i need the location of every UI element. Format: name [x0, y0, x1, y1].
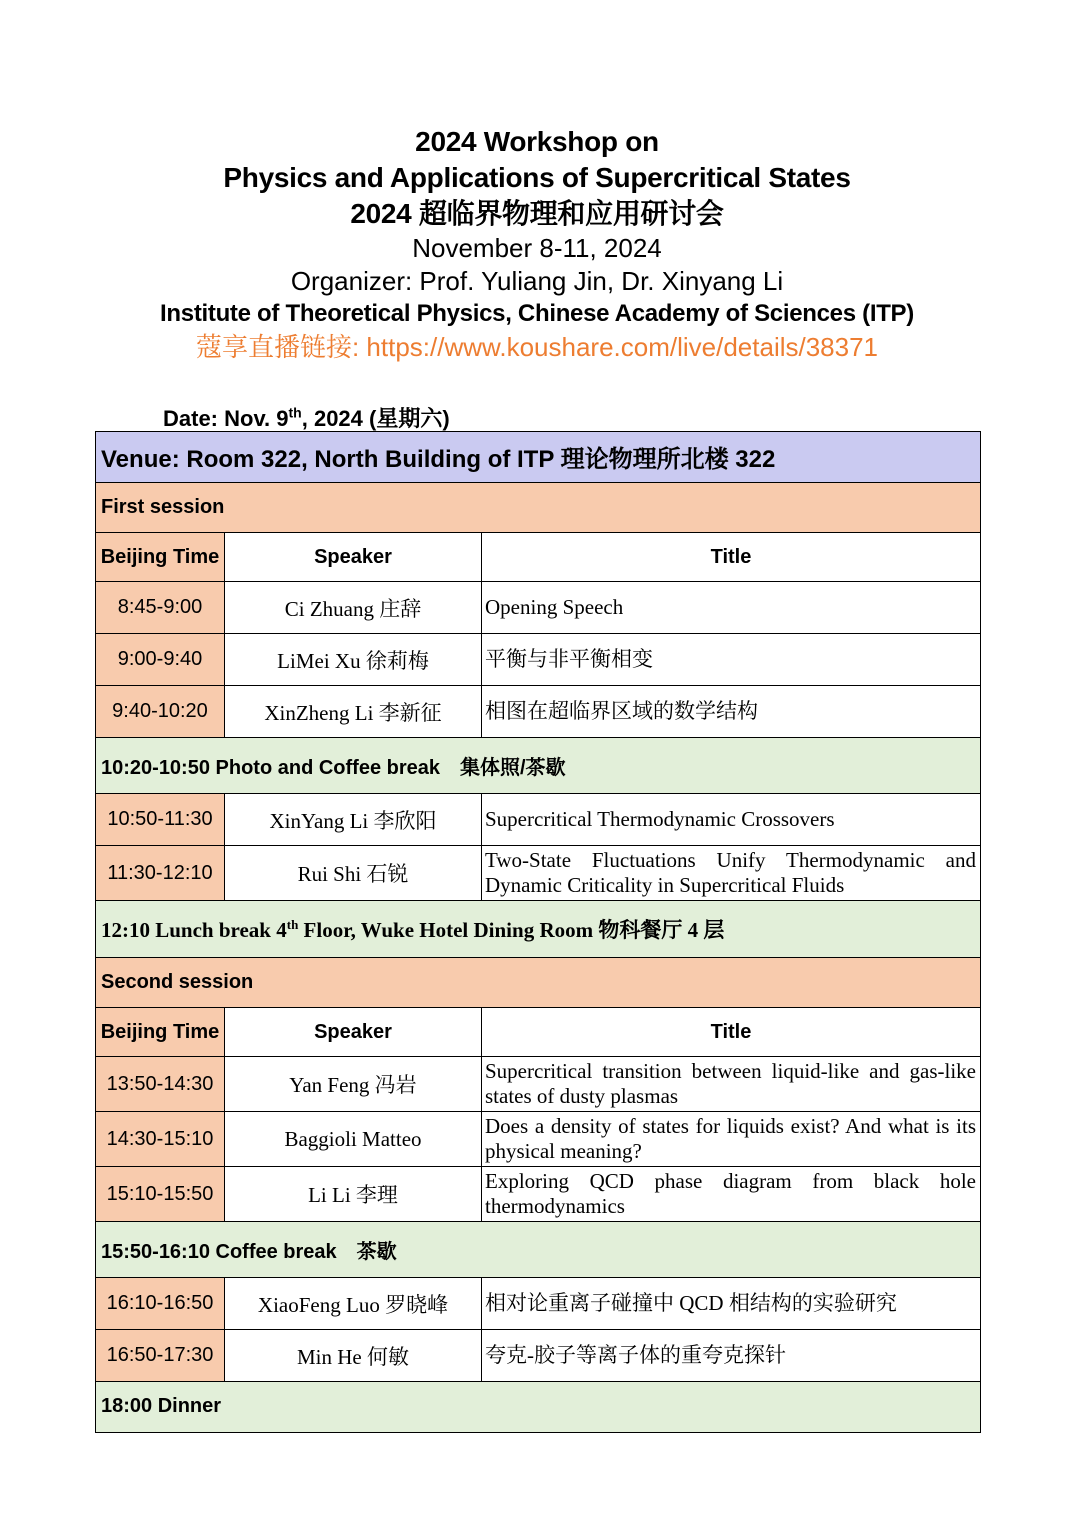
workshop-title-line1: 2024 Workshop on — [415, 126, 659, 157]
talk-title-text: Opening Speech — [485, 595, 624, 619]
table-row — [96, 581, 980, 633]
table-row — [96, 845, 980, 900]
talk-speaker: Li Li 李理 — [224, 1167, 481, 1221]
talk-speaker: Rui Shi 石锐 — [224, 846, 481, 900]
talk-speaker: XinYang Li 李欣阳 — [224, 794, 481, 845]
talk-title — [481, 1278, 980, 1329]
talk-title-text: 夸克-胶子等离子体的重夸克探针 — [485, 1343, 786, 1367]
talk-time: 10:50-11:30 — [96, 794, 224, 845]
table-row — [96, 633, 980, 685]
date-heading-post: , 2024 (星期六) — [301, 406, 450, 431]
talk-time: 9:40-10:20 — [96, 686, 224, 737]
table-header-row-1 — [96, 532, 980, 581]
workshop-dates: November 8-11, 2024 — [412, 233, 662, 263]
live-stream-link[interactable]: https://www.koushare.com/live/details/38371 — [366, 332, 879, 362]
talk-speaker: XiaoFeng Luo 罗晓峰 — [224, 1278, 481, 1329]
venue-row: Venue: Room 322, North Building of ITP 理论物理所北楼 322 — [96, 432, 980, 482]
coffee-break-row: 15:50-16:10 Coffee break 茶歇 — [96, 1221, 980, 1277]
schedule-table — [95, 431, 981, 1433]
talk-title — [481, 634, 980, 685]
date-heading-pre: Date: Nov. 9 — [163, 406, 289, 431]
talk-title-text: Does a density of states for liquids exist? And what is its physical meaning? — [485, 1114, 976, 1163]
talk-title — [481, 846, 980, 900]
organizer-line: Organizer: Prof. Yuliang Jin, Dr. Xinyang Li — [290, 266, 784, 296]
live-stream-line — [0, 330, 1074, 364]
date-heading-sup: th — [288, 404, 302, 421]
table-row — [96, 793, 980, 845]
table-row — [96, 1056, 980, 1111]
talk-time: 14:30-15:10 — [96, 1112, 224, 1166]
talk-time: 16:10-16:50 — [96, 1278, 224, 1329]
talk-title — [481, 686, 980, 737]
talk-speaker: Ci Zhuang 庄辞 — [224, 582, 481, 633]
workshop-title-chinese: 2024 超临界物理和应用研讨会 — [350, 198, 724, 229]
table-row — [96, 1329, 980, 1381]
talk-speaker: Min He 何敏 — [224, 1330, 481, 1381]
talk-title-text: 相对论重离子碰撞中 QCD 相结构的实验研究 — [485, 1291, 897, 1315]
talk-title — [481, 794, 980, 845]
talk-title — [481, 1167, 980, 1221]
dinner-row: 18:00 Dinner — [96, 1381, 980, 1432]
table-header-row-2 — [96, 1007, 980, 1056]
table-row — [96, 1166, 980, 1221]
talk-time: 11:30-12:10 — [96, 846, 224, 900]
talk-time: 13:50-14:30 — [96, 1057, 224, 1111]
talk-title — [481, 582, 980, 633]
talk-speaker: Baggioli Matteo — [224, 1112, 481, 1166]
talk-title — [481, 1112, 980, 1166]
talk-time: 8:45-9:00 — [96, 582, 224, 633]
lunch-break-pre: 12:10 Lunch break 4 — [101, 918, 287, 942]
table-row — [96, 1277, 980, 1329]
live-stream-label: 蔻享直播链接: — [195, 332, 360, 362]
table-row — [96, 1111, 980, 1166]
column-header-title: Title — [481, 1008, 980, 1056]
talk-title-text: Supercritical transition between liquid-like and gas-like states of dusty plasmas — [485, 1059, 976, 1108]
column-header-time: Beijing Time — [96, 533, 224, 581]
lunch-break-post: Floor, Wuke Hotel Dining Room 物科餐厅 4 层 — [298, 918, 725, 942]
talk-title — [481, 1057, 980, 1111]
workshop-title-line2: Physics and Applications of Supercritical States — [223, 162, 851, 193]
document-header — [0, 0, 1074, 364]
talk-time: 15:10-15:50 — [96, 1167, 224, 1221]
first-session-row: First session — [96, 482, 980, 532]
talk-title-text: Two-State Fluctuations Unify Thermodynamic and Dynamic Criticality in Supercritical Fluids — [485, 848, 976, 897]
talk-title — [481, 1330, 980, 1381]
second-session-row: Second session — [96, 957, 980, 1007]
column-header-title: Title — [481, 533, 980, 581]
talk-title-text: 平衡与非平衡相变 — [485, 647, 653, 671]
talk-speaker: LiMei Xu 徐莉梅 — [224, 634, 481, 685]
lunch-break-row — [96, 900, 980, 957]
talk-speaker: XinZheng Li 李新征 — [224, 686, 481, 737]
talk-title-text: Exploring QCD phase diagram from black hole thermodynamics — [485, 1169, 976, 1218]
talk-time: 9:00-9:40 — [96, 634, 224, 685]
institute-line: Institute of Theoretical Physics, Chinese Academy of Sciences (ITP) — [160, 300, 914, 327]
talk-speaker: Yan Feng 冯岩 — [224, 1057, 481, 1111]
column-header-speaker: Speaker — [224, 533, 481, 581]
table-row — [96, 685, 980, 737]
photo-coffee-break-row: 10:20-10:50 Photo and Coffee break 集体照/茶歇 — [96, 737, 980, 793]
column-header-time: Beijing Time — [96, 1008, 224, 1056]
date-heading — [163, 402, 1074, 433]
talk-time: 16:50-17:30 — [96, 1330, 224, 1381]
lunch-break-sup: th — [286, 917, 299, 932]
column-header-speaker: Speaker — [224, 1008, 481, 1056]
talk-title-text: Supercritical Thermodynamic Crossovers — [485, 807, 835, 831]
talk-title-text: 相图在超临界区域的数学结构 — [485, 699, 758, 723]
